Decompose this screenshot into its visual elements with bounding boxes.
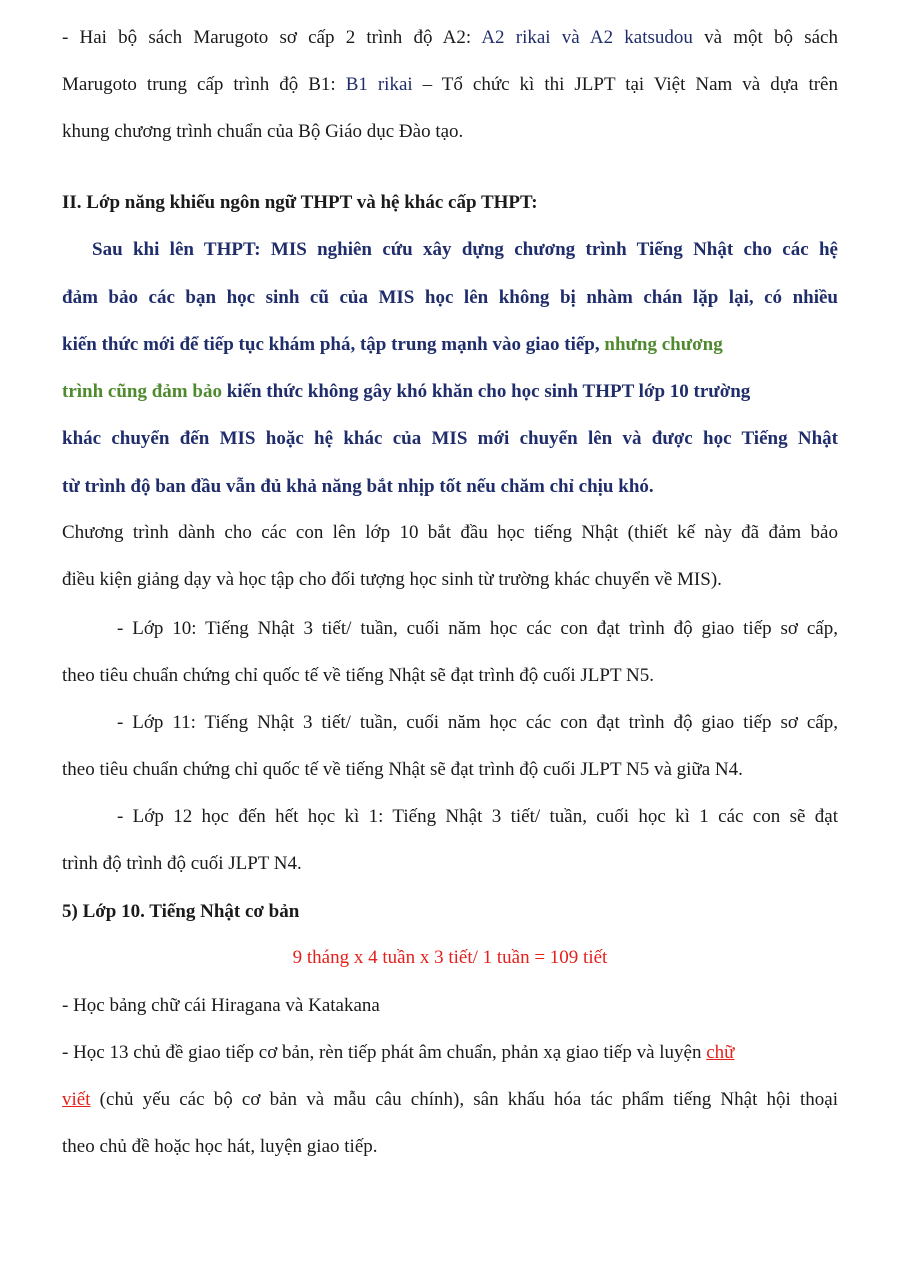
grade-10-line-2: theo tiêu chuẩn chứng chỉ quốc tế về tiếng Nhật sẽ đạt trình độ cuối JLPT N5. bbox=[62, 665, 654, 686]
highlight-green-text: nhưng chương bbox=[604, 334, 723, 355]
highlight-red-underlined: chữ bbox=[706, 1042, 735, 1063]
grade-12-line-1: - Lớp 12 học đến hết học kì 1: Tiếng Nhật 3 tiết/ tuần, cuối học kì 1 các con sẽ đạt bbox=[117, 806, 838, 827]
paragraph-2-line-5: khác chuyển đến MIS hoặc hệ khác của MIS mới chuyển lên và được học Tiếng Nhật bbox=[62, 428, 838, 449]
paragraph-3-line-2: điều kiện giảng dạy và học tập cho đối tượng học sinh từ trường khác chuyển về MIS). bbox=[62, 569, 722, 590]
grade-10-line-1: - Lớp 10: Tiếng Nhật 3 tiết/ tuần, cuối năm học các con đạt trình độ giao tiếp sơ cấp, bbox=[117, 618, 838, 639]
lesson-count-formula: 9 tháng x 4 tuần x 3 tiết/ 1 tuần = 109 tiết bbox=[292, 947, 608, 968]
paragraph-2-line-2: đảm bảo các bạn học sinh cũ của MIS học lên không bị nhàm chán lặp lại, có nhiều bbox=[62, 287, 838, 308]
grade-11-line-2: theo tiêu chuẩn chứng chỉ quốc tế về tiếng Nhật sẽ đạt trình độ cuối JLPT N5 và giữa N4. bbox=[62, 759, 743, 780]
book-name-b1: B1 rikai bbox=[345, 74, 413, 95]
paragraph-3-line-1: Chương trình dành cho các con lên lớp 10 bắt đầu học tiếng Nhật (thiết kế này đã đảm bảo bbox=[62, 522, 838, 543]
section-heading-5: 5) Lớp 10. Tiếng Nhật cơ bản bbox=[62, 901, 300, 922]
highlight-green-text: trình cũng đảm bảo bbox=[62, 381, 222, 402]
paragraph-1-line-2: Marugoto trung cấp trình độ B1: B1 rikai – Tổ chức kì thi JLPT tại Việt Nam và dựa trên bbox=[62, 74, 838, 95]
paragraph-1-line-1: - Hai bộ sách Marugoto sơ cấp 2 trình độ A2: A2 rikai và A2 katsudou và một bộ sách bbox=[62, 27, 838, 48]
book-names: A2 rikai và A2 katsudou bbox=[481, 27, 693, 48]
paragraph-2-line-1: Sau khi lên THPT: MIS nghiên cứu xây dựng chương trình Tiếng Nhật cho các hệ bbox=[92, 239, 838, 260]
grade-12-line-2: trình độ trình độ cuối JLPT N4. bbox=[62, 853, 302, 874]
paragraph-5-line-3: viết (chủ yếu các bộ cơ bản và mẫu câu chính), sân khấu hóa tác phẩm tiếng Nhật hội thoại bbox=[62, 1089, 838, 1110]
paragraph-1-line-3: khung chương trình chuẩn của Bộ Giáo dục Đào tạo. bbox=[62, 121, 464, 142]
grade-11-line-1: - Lớp 11: Tiếng Nhật 3 tiết/ tuần, cuối năm học các con đạt trình độ giao tiếp sơ cấp, bbox=[117, 712, 838, 733]
paragraph-5-line-2: - Học 13 chủ đề giao tiếp cơ bản, rèn tiếp phát âm chuẩn, phản xạ giao tiếp và luyện chữ bbox=[62, 1042, 735, 1063]
highlight-red-underlined: viết bbox=[62, 1089, 91, 1110]
paragraph-5-line-1: - Học bảng chữ cái Hiragana và Katakana bbox=[62, 995, 380, 1016]
section-heading-2: II. Lớp năng khiếu ngôn ngữ THPT và hệ khác cấp THPT: bbox=[62, 192, 538, 213]
paragraph-2-line-6: từ trình độ ban đầu vẫn đủ khả năng bắt nhịp tốt nếu chăm chỉ chịu khó. bbox=[62, 476, 654, 497]
paragraph-2-line-3: kiến thức mới để tiếp tục khám phá, tập trung mạnh vào giao tiếp, nhưng chương bbox=[62, 334, 723, 355]
paragraph-5-line-4: theo chủ đề hoặc học hát, luyện giao tiếp. bbox=[62, 1136, 378, 1157]
paragraph-2-line-4: trình cũng đảm bảo kiến thức không gây khó khăn cho học sinh THPT lớp 10 trường bbox=[62, 381, 751, 402]
